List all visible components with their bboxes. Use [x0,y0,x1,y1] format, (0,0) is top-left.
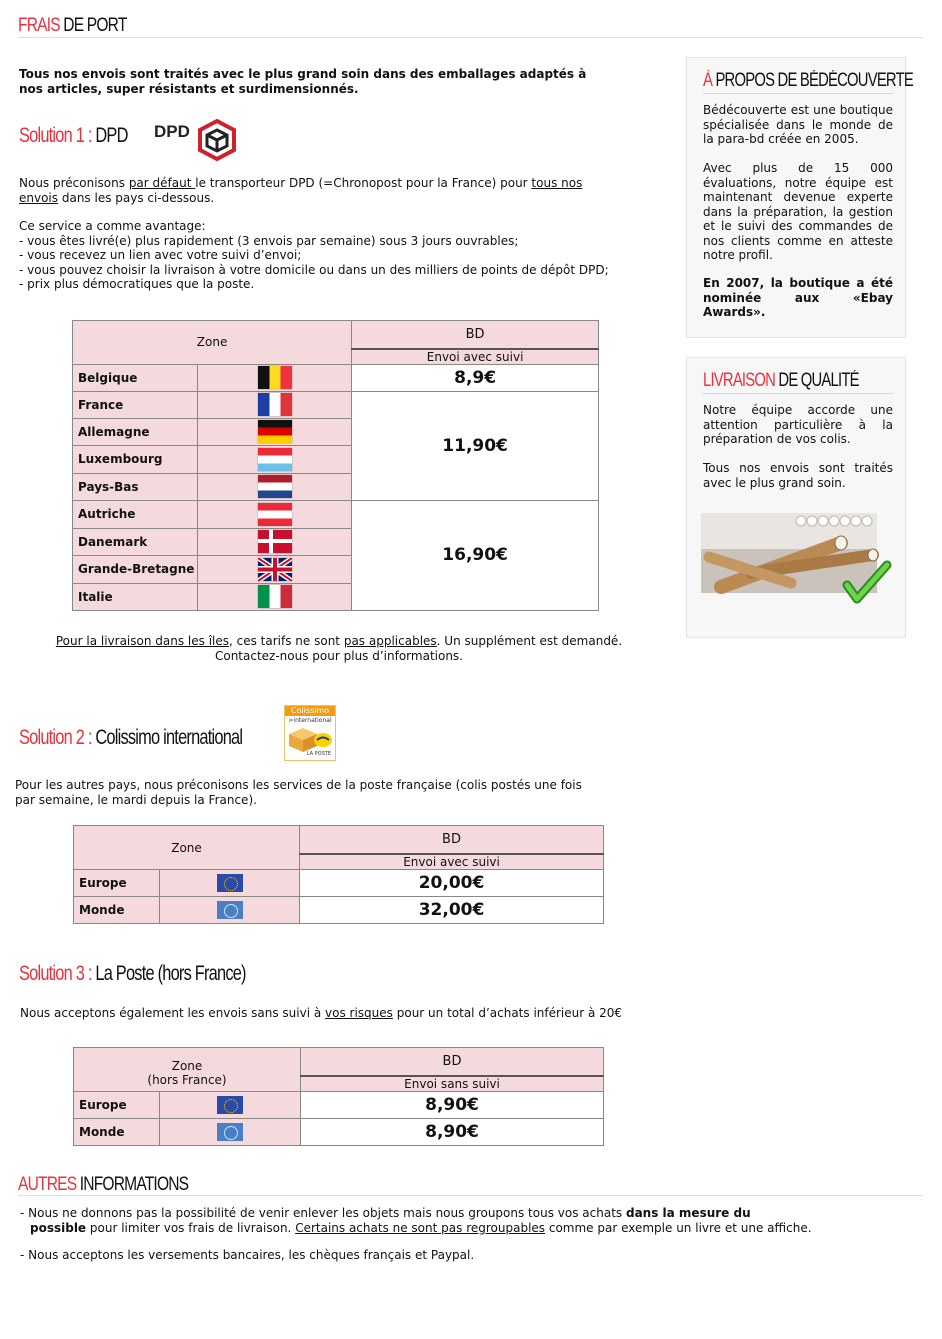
country-cell: Europe [74,1092,160,1119]
page-title: FRAIS DE PORT [18,15,127,36]
colissimo-logo: Colissimo >international LA POSTE [284,705,336,761]
country-cell: France [73,391,198,418]
quality-p1: Notre équipe accorde une attention particulière à la préparation de vos colis. [703,403,893,446]
country-cell: Luxembourg [73,445,198,473]
quality-p2: Tous nos envois sont traités avec le plus grand soin. [703,461,893,490]
zone-header: Zone [73,321,352,365]
country-cell: Danemark [73,528,198,555]
price-cell: 20,00€ [300,870,604,897]
luxembourg-flag-icon [258,448,292,471]
suivi-header: Envoi avec suivi [300,854,604,870]
suivi-header: Envoi avec suivi [352,349,599,365]
country-cell: Italie [73,583,198,610]
price-cell: 16,90€ [352,500,599,610]
price-cell: 32,00€ [300,897,604,924]
world-flag-icon [217,901,243,919]
islands-note: Pour la livraison dans les îles, ces tarifs ne sont pas applicables. Un supplément est demandé. Contactez-nous pour plus d’informations. [55,634,623,663]
package-icon [285,724,335,754]
price-cell: 11,90€ [352,391,599,500]
shipping-tubes-photo [701,513,897,613]
solution3-title: Solution 3 : La Poste (hors France) [19,962,246,985]
price-cell: 8,90€ [301,1092,604,1119]
bd-header: BD [352,321,599,349]
sidebar-quality [686,357,906,638]
dpd-rates-table [72,320,599,611]
quality-title: LIVRAISON DE QUALITÉ [703,370,859,391]
autres-divider [18,1195,923,1196]
belgium-flag-icon [258,366,292,389]
sidebar-about [686,57,913,338]
country-cell: Belgique [73,364,198,391]
uk-flag-icon [258,558,292,581]
austria-flag-icon [258,503,292,526]
france-flag-icon [258,393,292,416]
intro-text: Tous nos envois sont traités avec le plus grand soin dans des emballages adaptés à nos articles, super résistants et surdimensionnés. [19,67,587,96]
title-divider [18,37,923,38]
italy-flag-icon [258,585,292,608]
about-p2: Avec plus de 15 000 évaluations, notre équipe est maintenant devenue experte dans la préparation, la gestion et le suivi des commandes de nos clients comme en atteste notre profil. [703,161,893,262]
advantage-item: - vous recevez un lien avec votre suivi d’envoi; [19,248,302,262]
country-cell: Monde [74,897,160,924]
advantage-item: - vous êtes livré(e) plus rapidement (3 envois par semaine) sous 3 jours ouvrables; [19,233,519,248]
eu-flag-icon [217,1096,243,1114]
country-cell: Allemagne [73,418,198,445]
price-cell: 8,90€ [301,1119,604,1146]
islands-link[interactable]: Pour la livraison dans les îles [55,634,229,648]
country-cell: Autriche [73,500,198,528]
autres-text: - Nous ne donnons pas la possibilité de venir enlever les objets mais nous groupons tous vos achats dans la mesure du possible pour limiter vos frais de livraison. Certains achats ne sont pas regroupables comme par exemple un livre et une affiche. - Nous acceptons les versements bancaires, les chèques français et Paypal. [20,1206,812,1262]
dpd-cube-icon [196,118,238,162]
price-cell: 8,9€ [352,364,599,391]
solution3-text: Nous acceptons également les envois sans suivi à vos risques pour un total d’achats inférieur à 20€ [20,1006,623,1020]
denmark-flag-icon [258,530,292,553]
bd-header: BD [300,826,604,854]
country-cell: Europe [74,870,160,897]
world-flag-icon [217,1123,243,1141]
germany-flag-icon [258,420,292,443]
suivi-header: Envoi sans suivi [301,1076,604,1092]
laposte-rates-table [73,1047,604,1146]
colissimo-rates-table [73,825,604,924]
advantage-item: - vous pouvez choisir la livraison à votre domicile ou dans un des milliers de points de dépôt DPD; [19,262,609,277]
about-title: À PROPOS DE BÉDÉCOUVERTE [703,70,913,91]
country-cell: Monde [74,1119,160,1146]
advantage-item: - prix plus démocratiques que la poste. [19,277,255,291]
solution1-title: Solution 1 : DPD [19,124,128,147]
zone-header: Zone (hors France) [74,1048,301,1092]
autres-title: AUTRES INFORMATIONS [18,1174,189,1195]
zone-header: Zone [74,826,300,870]
solution2-text: Pour les autres pays, nous préconisons les services de la poste française (colis postés une fois par semaine, le mardi depuis la France). [15,778,582,807]
country-cell: Pays-Bas [73,473,198,500]
about-p3: En 2007, la boutique a été nominée aux «Ebay Awards». [703,276,893,319]
solution1-advantages: Ce service a comme avantage: - vous êtes livré(e) plus rapidement (3 envois par semaine) sous 3 jours ouvrables; - vous recevez un lien avec votre suivi d’envoi; - vous pouvez choisir la livraison à votre domicile ou dans un des milliers de points de dépôt DPD; - prix plus démocratiques que la poste. [19,219,639,292]
solution2-title: Solution 2 : Colissimo international [19,726,243,749]
country-cell: Grande-Bretagne [73,555,198,583]
solution1-text: Nous préconisons par défaut le transporteur DPD (=Chronopost pour la France) pour tous nos envois dans les pays ci-dessous. [19,176,583,205]
bd-header: BD [301,1048,604,1076]
netherlands-flag-icon [258,475,292,498]
about-p1: Bédécouverte est une boutique spécialisée dans le monde de la para-bd créée en 2005. [703,103,893,146]
eu-flag-icon [217,874,243,892]
dpd-logo: DPD [154,118,240,162]
